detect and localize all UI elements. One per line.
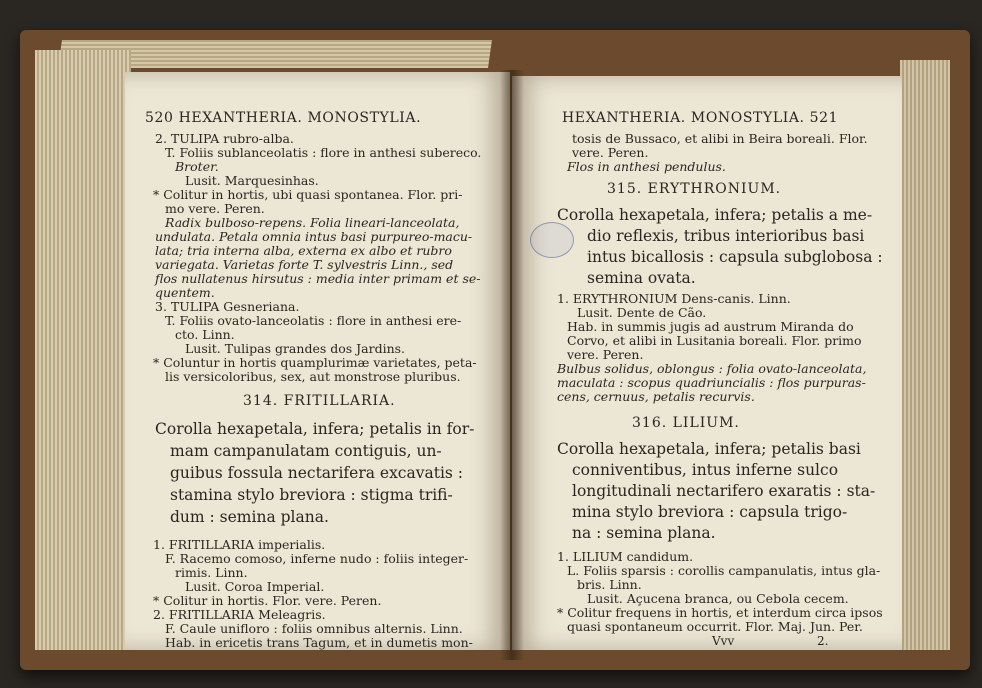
catchword: 2. xyxy=(817,634,829,648)
characters-line: Corolla hexapetala, infera; petalis a me- xyxy=(557,206,873,224)
right-page-header: HEXANTHERIA. MONOSTYLIA. 521 xyxy=(562,110,839,126)
characters-line: mina stylo breviora : capsula trigo- xyxy=(572,503,848,521)
section-title: 314. FRITILLARIA. xyxy=(243,393,396,409)
text-line: quasi spontaneum occurrit. Flor. Maj. Jun. Per. xyxy=(567,619,863,634)
text-line: Lusit. Marquesinhas. xyxy=(185,173,319,188)
text-line: 3. TULIPA Gesneriana. xyxy=(155,299,300,314)
text-line: mo vere. Peren. xyxy=(165,201,265,216)
page-block-right xyxy=(900,60,950,650)
text-line: T. Foliis ovato-lanceolatis : flore in anthesi ere- xyxy=(165,313,462,328)
text-line: Flos in anthesi pendulus. xyxy=(567,159,726,174)
characters-line: Corolla hexapetala, infera; petalis in for- xyxy=(155,420,475,438)
characters-line: conniventibus, intus inferne sulco xyxy=(572,461,839,479)
library-stamp xyxy=(530,222,574,258)
text-line: 2. TULIPA rubro-alba. xyxy=(155,131,294,146)
characters-line: Corolla hexapetala, infera; petalis basi xyxy=(557,440,861,458)
characters-line: dio reflexis, tribus interioribus basi xyxy=(587,227,865,245)
characters-line: semina ovata. xyxy=(587,269,696,287)
right-page xyxy=(512,76,902,650)
text-line: tosis de Bussaco, et alibi in Beira boreali. Flor. xyxy=(572,131,868,146)
text-line: Lusit. Dente de Cão. xyxy=(577,305,707,320)
characters-line: na : semina plana. xyxy=(572,524,716,542)
text-line: Hab. in ericetis trans Tagum, et in dumetis mon- xyxy=(165,635,473,650)
characters-line: longitudinali nectarifero exaratis : sta- xyxy=(572,482,876,500)
text-line: 1. LILIUM candidum. xyxy=(557,549,694,564)
text-line: Corvo, et alibi in Lusitania boreali. Flor. primo xyxy=(567,333,862,348)
text-line: * Coluntur in hortis quamplurimæ varietates, peta- xyxy=(153,355,477,370)
text-line: Lusit. Açucena branca, ou Cebola cecem. xyxy=(587,591,849,606)
text-line: F. Caule unifloro : foliis omnibus alternis. Linn. xyxy=(165,621,463,636)
text-line: maculata : scopus quadriuncialis : flos purpuras- xyxy=(557,375,866,390)
text-line: variegata. Varietas forte T. sylvestris Linn., sed xyxy=(155,257,454,272)
characters-line: guibus fossula nectarifera excavatis : xyxy=(170,464,464,482)
text-line: 1. FRITILLARIA imperialis. xyxy=(153,537,326,552)
text-line: vere. Peren. xyxy=(572,145,649,160)
text-line: rimis. Linn. xyxy=(175,565,248,580)
text-line: Hab. in summis jugis ad austrum Miranda do xyxy=(567,319,854,334)
text-line: 1. ERYTHRONIUM Dens-canis. Linn. xyxy=(557,291,791,306)
text-line: * Colitur frequens in hortis, et interdum circa ipsos xyxy=(557,605,883,620)
characters-line: intus bicallosis : capsula subglobosa : xyxy=(587,248,883,266)
text-line: Lusit. Tulipas grandes dos Jardins. xyxy=(185,341,406,356)
left-page xyxy=(125,72,510,650)
characters-line: dum : semina plana. xyxy=(170,508,329,526)
text-line: bris. Linn. xyxy=(577,577,642,592)
text-line: vere. Peren. xyxy=(567,347,644,362)
characters-line: mam campanulatam contiguis, un- xyxy=(170,442,442,460)
page-block-left xyxy=(35,50,131,650)
characters-line: stamina stylo breviora : stigma trifi- xyxy=(170,486,453,504)
signature-mark: Vvv xyxy=(712,634,735,648)
text-line: undulata. Petala omnia intus basi purpureo-macu- xyxy=(155,229,473,244)
text-line: Broter. xyxy=(175,159,219,174)
text-line: * Colitur in hortis, ubi quasi spontanea. Flor. pri- xyxy=(153,187,463,202)
text-line: Bulbus solidus, oblongus : folia ovato-lanceolata, xyxy=(557,361,867,376)
book-gutter xyxy=(500,70,524,660)
text-line: Lusit. Coroa Imperial. xyxy=(185,579,325,594)
text-line: L. Foliis sparsis : corollis campanulatis, intus gla- xyxy=(567,563,881,578)
text-line: flos nullatenus hirsutus : media inter primam et se- xyxy=(155,271,481,286)
text-line: lis versicoloribus, sex, aut monstrose pluribus. xyxy=(165,369,461,384)
section-title: 315. ERYTHRONIUM. xyxy=(607,181,782,197)
section-title: 316. LILIUM. xyxy=(632,415,740,431)
text-line: F. Racemo comoso, inferne nudo : foliis integer- xyxy=(165,551,469,566)
text-line: cens, cernuus, petalis recurvis. xyxy=(557,389,755,404)
text-line: * Colitur in hortis. Flor. vere. Peren. xyxy=(153,593,382,608)
text-line: 2. FRITILLARIA Meleagris. xyxy=(153,607,326,622)
text-line: T. Foliis sublanceolatis : flore in anthesi subereco. xyxy=(165,145,482,160)
left-page-header: 520 HEXANTHERIA. MONOSTYLIA. xyxy=(145,110,422,126)
text-line: cto. Linn. xyxy=(175,327,235,342)
text-line: Radix bulboso-repens. Folia lineari-lanceolata, xyxy=(165,215,460,230)
text-line: quentem. xyxy=(155,285,215,300)
text-line: lata; tria interna alba, externa ex albo et rubro xyxy=(155,243,452,258)
